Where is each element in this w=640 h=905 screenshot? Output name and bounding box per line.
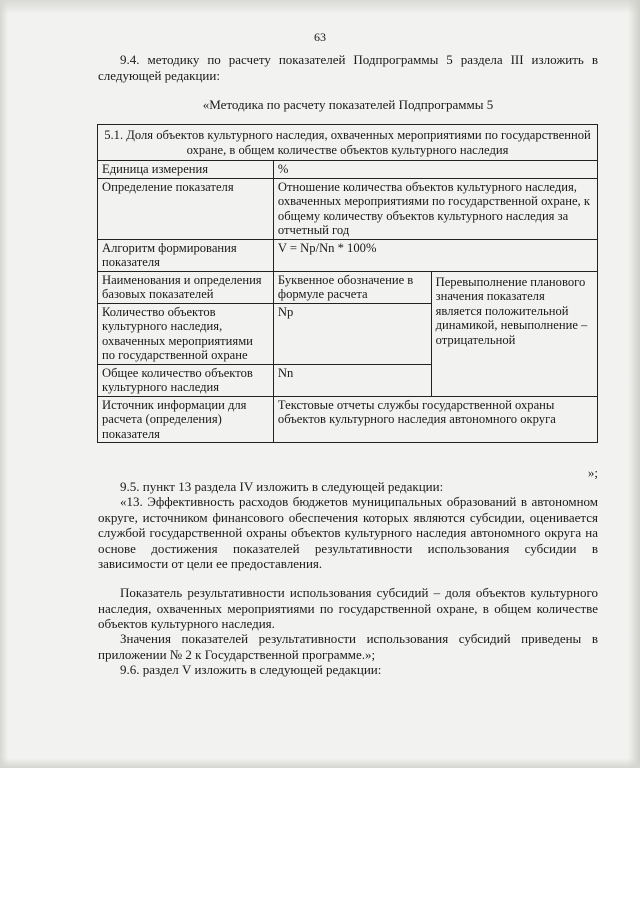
table-row <box>98 239 598 271</box>
scan-edge-top <box>0 0 640 14</box>
table-closing-quote: »; <box>587 465 598 480</box>
unit-label: Единица измерения <box>98 161 274 179</box>
source-label: Источник информации для расчета (определения) показателя <box>98 396 274 443</box>
base2-label: Общее количество объектов культурного наследия <box>98 364 274 396</box>
table-row <box>98 178 598 239</box>
methodology-title: «Методика по расчету показателей Подпрограммы 5 <box>202 97 494 112</box>
indicator-table <box>97 124 598 443</box>
table-row <box>98 161 598 179</box>
table-row <box>98 271 598 303</box>
table-row <box>98 396 598 443</box>
base1-label: Количество объектов культурного наследия, охваченных мероприятиями по государственной охране <box>98 303 274 364</box>
paragraph-13: «13. Эффективность расходов бюджетов муниципальных образований в автономном округе, источником финансового обеспечения которых являются субсидии, оценивается службой государственной охраны объектов культурного наследия автономного округа на основе достижения показателей результативности использования субсидии в зависимости от цели ее предоставления. <box>98 494 598 571</box>
scan-edge-left <box>0 0 8 768</box>
definition-value: Отношение количества объектов культурного наследия, охваченных мероприятиями по государственной охране, к общему количеству объектов культурного наследия за отчетный год <box>273 178 597 239</box>
page-number: 63 <box>314 30 326 44</box>
paragraph-values: Значения показателей результативности использования субсидий приведены в приложении № 2 к Государственной программе.»; <box>98 631 598 662</box>
paragraph-9-6: 9.6. раздел V изложить в следующей редакции: <box>120 662 382 677</box>
unit-value: % <box>273 161 597 179</box>
letter-label: Буквенное обозначение в формуле расчета <box>273 271 431 303</box>
scan-edge-right <box>628 0 640 768</box>
paragraph-9-4: 9.4. методику по расчету показателей Подпрограммы 5 раздела III изложить в следующей редакции: <box>98 52 598 83</box>
paragraph-indicator: Показатель результативности использования субсидий – доля объектов культурного наследия, охваченных мероприятиями по государственной охране, в общем количестве объектов культурного наследия. <box>98 585 598 631</box>
algorithm-value: V = Np/Nn * 100% <box>273 239 597 271</box>
base2-letter: Nn <box>273 364 431 396</box>
base1-letter: Np <box>273 303 431 364</box>
definition-label: Определение показателя <box>98 178 274 239</box>
table-row <box>98 125 598 161</box>
base-names-label: Наименования и определения базовых показателей <box>98 271 274 303</box>
algorithm-label: Алгоритм формирования показателя <box>98 239 274 271</box>
source-value: Текстовые отчеты службы государственной охраны объектов культурного наследия автономного округа <box>273 396 597 443</box>
indicator-title: 5.1. Доля объектов культурного наследия, охваченных мероприятиями по государственной охране, в общем количестве объектов культурного наследия <box>98 125 598 161</box>
paragraph-9-5: 9.5. пункт 13 раздела IV изложить в следующей редакции: <box>120 479 444 494</box>
dynamics-note: Перевыполнение планового значения показателя является положительной динамикой, невыполнение – отрицательной <box>431 271 597 396</box>
scan-edge-bottom <box>0 758 640 768</box>
